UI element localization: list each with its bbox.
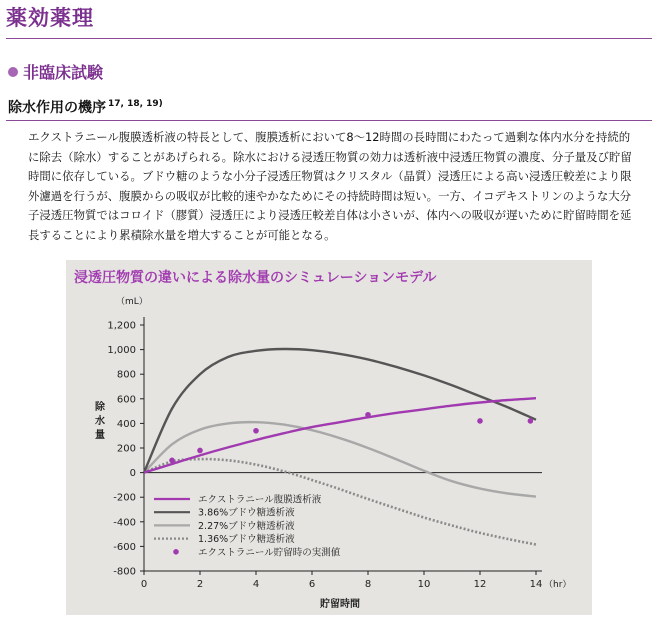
- subsection-title: 除水作用の機序: [8, 100, 106, 116]
- x-tick-label: 10: [417, 579, 431, 590]
- measured-point: [477, 418, 483, 424]
- chart-title: 浸透圧物質の違いによる除水量のシミュレーションモデル: [74, 270, 437, 286]
- y-tick-label: 1,000: [107, 345, 136, 357]
- section-title: 非臨床試験: [23, 63, 104, 82]
- y-axis-label-char: 量: [95, 430, 105, 441]
- x-tick-label: 14: [529, 579, 543, 590]
- y-axis-label-char: 水: [95, 416, 105, 427]
- body-paragraph: エクストラニール腹膜透析液の特長として、腹膜透析において8～12時間の長時間にわたって過剰な体内水分を持続的に除去（除水）することがあげられる。除水における浸透圧物質の効力は透析液中浸透圧物質の濃度、分子量及び貯留時間に依存している。ブドウ糖のような小分子浸透圧物質はクリスタル（晶質）浸透圧による高い浸透圧較差により限外濾過を行うが、腹膜からの吸収が比較的速やかなためにその持続時間は短い。一方、イコデキストリンのような大分子浸透圧物質ではコロイド（膠質）浸透圧により浸透圧較差自体は小さいが、体内への吸収が遅いために貯留時間を延長することにより累積除水量を増大することが可能となる。: [28, 130, 632, 242]
- x-axis-label: 貯留時間: [320, 599, 360, 610]
- reference-numbers: 17, 18, 19): [108, 99, 163, 109]
- section-heading: [8, 60, 103, 83]
- title-divider: [6, 38, 652, 39]
- y-tick-label: 400: [116, 418, 136, 430]
- y-tick-label: -600: [113, 541, 136, 553]
- x-tick-label: 6: [308, 579, 316, 590]
- x-tick-label: 8: [364, 579, 372, 590]
- y-tick-label: 600: [116, 394, 136, 406]
- x-tick-label: 4: [252, 579, 260, 590]
- subsection-heading: [8, 97, 163, 117]
- measured-point: [169, 458, 175, 464]
- legend-marker-points: [173, 549, 179, 555]
- y-tick-label: 1,200: [107, 320, 136, 332]
- y-axis-label-char: 除: [95, 402, 105, 413]
- legend-entry-label: エクストラニール腹膜透析液: [198, 494, 322, 506]
- measured-point: [197, 448, 203, 454]
- series-line-1: [144, 398, 536, 472]
- y-tick-label: -400: [113, 517, 136, 529]
- legend-entry-label: 3.86%ブドウ糖透析液: [198, 507, 295, 519]
- bullet-dot-icon: [8, 67, 18, 77]
- x-tick-label: 0: [140, 579, 148, 590]
- x-tick-label: 12: [473, 579, 487, 590]
- y-tick-label: 0: [129, 468, 136, 480]
- y-axis-unit: （mL）: [116, 297, 148, 307]
- y-tick-label: 200: [116, 443, 136, 455]
- measured-point: [365, 412, 371, 418]
- legend-entry-label: エクストラニール貯留時の実測値: [198, 547, 341, 559]
- y-tick-label: 800: [116, 369, 136, 381]
- page-title: 薬効薬理: [6, 6, 94, 30]
- chart-figure: [66, 260, 592, 615]
- x-tick-label: 2: [196, 579, 204, 590]
- measured-point: [528, 418, 534, 424]
- y-tick-label: -800: [113, 566, 136, 578]
- water-removal-chart: [66, 260, 592, 615]
- y-tick-label: -200: [113, 492, 136, 504]
- legend-entry-label: 2.27%ブドウ糖透析液: [198, 520, 295, 532]
- legend-entry-label: 1.36%ブドウ糖透析液: [198, 534, 295, 546]
- x-axis-unit: （hr）: [544, 580, 572, 590]
- measured-point: [253, 428, 259, 434]
- subsection-divider: [6, 120, 652, 121]
